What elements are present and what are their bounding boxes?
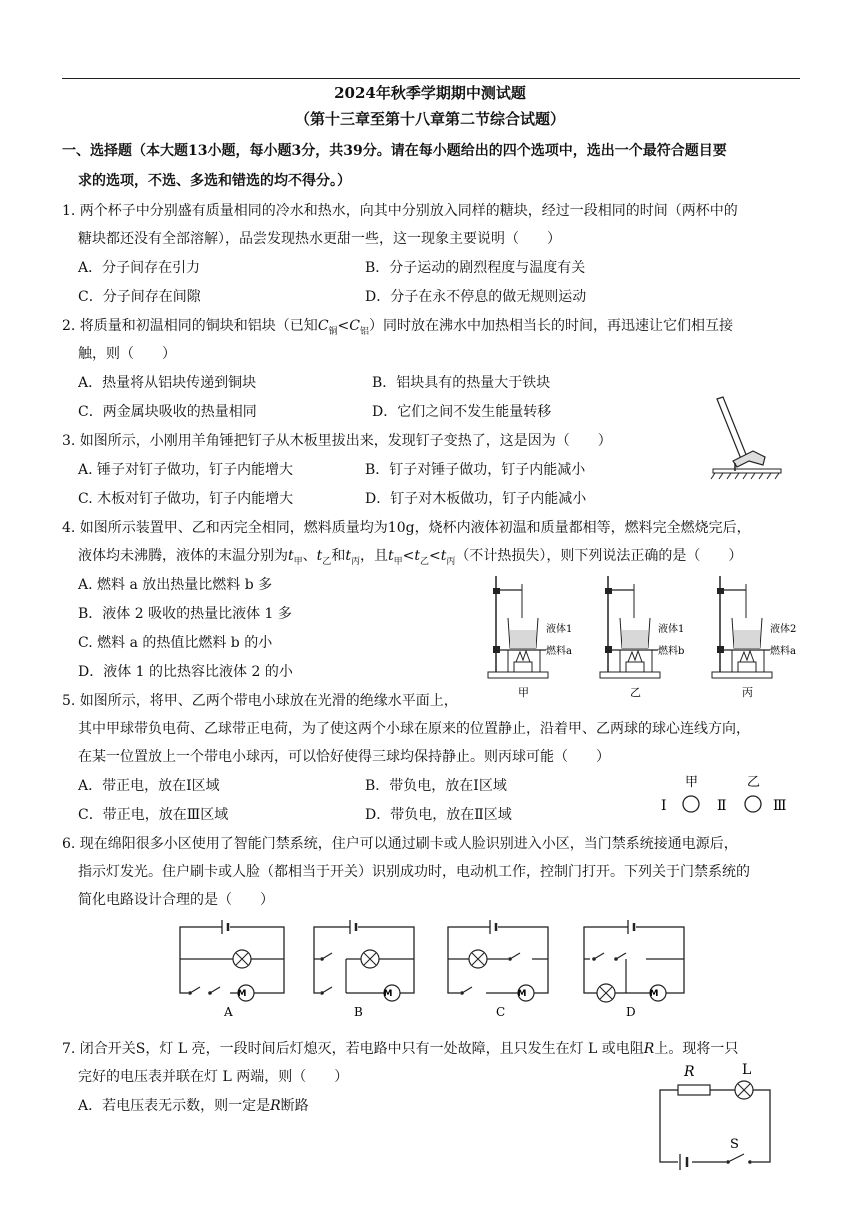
q4-stem-part1: 液体均未沸腾，液体的末温分别为 bbox=[78, 548, 288, 564]
circuit-a-motor-label: M bbox=[237, 989, 247, 999]
q1-option-c: C．分子间存在间隙 bbox=[78, 289, 201, 305]
q6-stem-line1: 6. 现在绵阳很多小区使用了智能门禁系统，住户可以通过刷卡或人脸识别进入小区，当门禁系统接通电源后， bbox=[62, 836, 738, 852]
q7-r-symbol: R bbox=[643, 1041, 655, 1057]
q4-option-d: D．液体 1 的比热容比液体 2 的小 bbox=[78, 664, 293, 680]
q7-circuit-figure bbox=[650, 1060, 790, 1172]
q4-sub-yi-2: 乙 bbox=[420, 556, 430, 567]
q4-fig-fuel-2: 燃料b bbox=[658, 646, 685, 657]
q4-option-a: A. 燃料 a 放出热量比燃料 b 多 bbox=[78, 577, 273, 593]
q4-fig-liquid-3: 液体2 bbox=[770, 624, 797, 635]
q4-fig-fuel-1: 燃料a bbox=[546, 646, 572, 657]
q3-option-c: C. 木板对钉子做功，钉子内能增大 bbox=[78, 491, 294, 507]
q4-t-5: t bbox=[414, 548, 420, 564]
q5-fig-region-2: Ⅱ bbox=[717, 798, 727, 814]
q5-option-d: D．带负电，放在Ⅱ区域 bbox=[365, 807, 512, 823]
q2-option-a: A．热量将从铝块传递到铜块 bbox=[78, 375, 257, 391]
q4-t-3: t bbox=[345, 548, 351, 564]
circuit-d-motor-label: M bbox=[649, 989, 659, 999]
q4-option-c: C. 燃料 a 的热值比燃料 b 的小 bbox=[78, 635, 273, 651]
circuit-b bbox=[314, 920, 414, 1019]
q4-fig-label-jia: 甲 bbox=[518, 686, 529, 699]
q4-stem-line1: 4. 如图所示装置甲、乙和丙完全相同，燃料质量均为10g，烧杯内液体初温和质量都相等，燃料完全燃烧完后， bbox=[62, 520, 751, 536]
q1-stem-line2: 糖块都还没有全部溶解），品尝发现热水更甜一些，这一现象主要说明（ ） bbox=[78, 231, 561, 247]
q4-sep-1: 、 bbox=[302, 548, 317, 564]
q2-stem-part2: ）同时放在沸水中加热相当长的时间，再迅速让它们相互接 bbox=[369, 318, 734, 334]
q2-option-c: C．两金属块吸收的热量相同 bbox=[78, 404, 257, 420]
q4-fig-label-bing: 丙 bbox=[742, 686, 753, 699]
q5-charge-figure bbox=[655, 770, 795, 820]
q1-option-b: B．分子运动的剧烈程度与温度有关 bbox=[365, 260, 586, 276]
q5-option-a: A．带正电，放在Ⅰ区域 bbox=[78, 778, 220, 794]
q7-fig-r: R bbox=[684, 1064, 695, 1080]
q4-apparatus-figure bbox=[482, 572, 812, 700]
q6-circuit-figures bbox=[170, 915, 700, 1020]
q7-option-a-r: R bbox=[270, 1098, 281, 1114]
q2-option-b: B．铝块具有的热量大于铁块 bbox=[372, 375, 551, 391]
exam-subtitle: （第十三章至第十八章第二节综合试题） bbox=[294, 110, 565, 128]
q4-option-b: B．液体 2 吸收的热量比液体 1 多 bbox=[78, 606, 292, 622]
section-heading-line1: 一、选择题（本大题13小题，每小题3分，共39分。请在每小题给出的四个选项中，选出一个最符合题目要 bbox=[62, 143, 727, 159]
q5-ball-yi bbox=[745, 796, 761, 812]
circuit-b-motor-label: M bbox=[383, 989, 393, 999]
q2-stem-part1: 2. 将质量和初温相同的铜块和铝块（已知 bbox=[62, 318, 318, 334]
q5-option-b: B．带负电，放在Ⅰ区域 bbox=[365, 778, 507, 794]
q5-stem-line2: 其中甲球带负电荷、乙球带正电荷，为了使这两个小球在原来的位置静止，沿着甲、乙两球的球心连线方向， bbox=[78, 721, 750, 737]
q7-stem-part1: 7. 闭合开关S，灯 L 亮，一段时间后灯熄灭，若电路中只有一处故障，且只发生在灯 L 或电阻 bbox=[62, 1041, 644, 1057]
circuit-a-label: A bbox=[224, 1005, 233, 1019]
q5-fig-jia: 甲 bbox=[685, 775, 699, 790]
q7-option-a-part2: 断路 bbox=[280, 1098, 309, 1114]
q2-sub-copper: 铜 bbox=[328, 326, 338, 337]
q4-t-2: t bbox=[316, 548, 323, 564]
circuit-b-label: B bbox=[354, 1005, 363, 1019]
section-heading-line2: 求的选项，不选、多选和错选的均不得分。） bbox=[78, 173, 351, 189]
q2-sub-aluminum: 铝 bbox=[360, 326, 370, 337]
q2-c-symbol: C bbox=[317, 318, 329, 334]
q6-stem-line2: 指示灯发光。住户刷卡或人脸（都相当于开关）识别成功时，电动机工作，控制门打开。下列关于门禁系统的 bbox=[78, 864, 750, 880]
q4-fig-label-yi: 乙 bbox=[630, 686, 641, 699]
q2-stem-line2: 触，则（ ） bbox=[78, 346, 176, 362]
circuit-d bbox=[584, 920, 684, 1019]
q7-fig-s: S bbox=[730, 1137, 739, 1152]
q4-fig-liquid-2: 液体1 bbox=[658, 624, 685, 635]
circuit-c bbox=[448, 920, 548, 1019]
q7-stem-part2: 上。现将一只 bbox=[654, 1041, 739, 1057]
q4-t-4: t bbox=[387, 548, 394, 564]
q5-fig-yi: 乙 bbox=[747, 775, 761, 790]
q2-option-d: D．它们之间不发生能量转移 bbox=[372, 404, 552, 420]
top-rule bbox=[62, 78, 800, 79]
q4-lt-1: < bbox=[402, 548, 415, 564]
q3-stem: 3. 如图所示，小刚用羊角锤把钉子从木板里拔出来，发现钉子变热了，这是因为（ ） bbox=[62, 433, 612, 449]
q4-sub-jia: 甲 bbox=[293, 556, 303, 567]
q4-sub-jia-2: 甲 bbox=[393, 556, 403, 567]
q7-stem-line1 bbox=[62, 1038, 738, 1058]
q4-lt-2: < bbox=[429, 548, 441, 564]
circuit-c-label: C bbox=[496, 1005, 506, 1019]
q4-he: 和 bbox=[331, 548, 346, 564]
q2-less-than: < bbox=[337, 318, 350, 334]
q5-option-c: C．带正电，放在Ⅲ区域 bbox=[78, 807, 229, 823]
exam-title: 2024年秋季学期期中测试题 bbox=[334, 84, 526, 102]
q4-t-6: t bbox=[440, 548, 447, 564]
q4-fig-fuel-3: 燃料a bbox=[770, 646, 796, 657]
q5-stem-line3: 在某一位置放上一个带电小球丙，可以恰好使得三球均保持静止。则丙球可能（ ） bbox=[78, 749, 610, 765]
q4-stem-part2: （不计热损失），则下列说法正确的是（ ） bbox=[455, 548, 743, 564]
hammer-figure bbox=[705, 395, 785, 485]
circuit-c-motor-label: M bbox=[517, 989, 527, 999]
q7-option-a bbox=[78, 1095, 309, 1115]
q3-option-d: D．钉子对木板做功，钉子内能减小 bbox=[365, 491, 587, 507]
q3-option-a: A. 锤子对钉子做功，钉子内能增大 bbox=[78, 462, 294, 478]
q6-stem-line3: 简化电路设计合理的是（ ） bbox=[78, 892, 274, 908]
q5-ball-jia bbox=[683, 796, 699, 812]
q7-fig-l: L bbox=[742, 1062, 752, 1078]
q2-c-symbol-2: C bbox=[349, 318, 360, 334]
q1-option-a: A．分子间存在引力 bbox=[78, 260, 201, 276]
q4-sub-yi: 乙 bbox=[322, 556, 332, 567]
q3-option-b: B．钉子对锤子做功，钉子内能减小 bbox=[365, 462, 586, 478]
q1-option-d: D．分子在永不停息的做无规则运动 bbox=[365, 289, 587, 305]
q5-stem-line1: 5. 如图所示，将甲、乙两个带电小球放在光滑的绝缘水平面上， bbox=[62, 693, 458, 709]
q7-option-a-part1: A．若电压表无示数，则一定是 bbox=[78, 1098, 271, 1114]
q4-fig-liquid-1: 液体1 bbox=[546, 624, 573, 635]
q4-stem-line2 bbox=[78, 545, 742, 567]
q4-sub-bing: 丙 bbox=[350, 556, 360, 567]
q4-sub-bing-2: 丙 bbox=[446, 556, 456, 567]
q5-fig-region-3: Ⅲ bbox=[773, 798, 787, 814]
q2-stem-line1 bbox=[62, 315, 733, 337]
q4-qie: ，且 bbox=[359, 548, 388, 564]
q4-t: t bbox=[288, 548, 294, 564]
circuit-a bbox=[180, 920, 284, 1019]
q5-fig-region-1: Ⅰ bbox=[661, 798, 667, 814]
q1-stem-line1: 1. 两个杯子中分别盛有质量相同的冷水和热水，向其中分别放入同样的糖块，经过一段相同的时间（两杯中的 bbox=[62, 203, 738, 219]
circuit-d-label: D bbox=[626, 1005, 636, 1019]
q7-stem-line2: 完好的电压表并联在灯 L 两端，则（ ） bbox=[78, 1069, 349, 1085]
